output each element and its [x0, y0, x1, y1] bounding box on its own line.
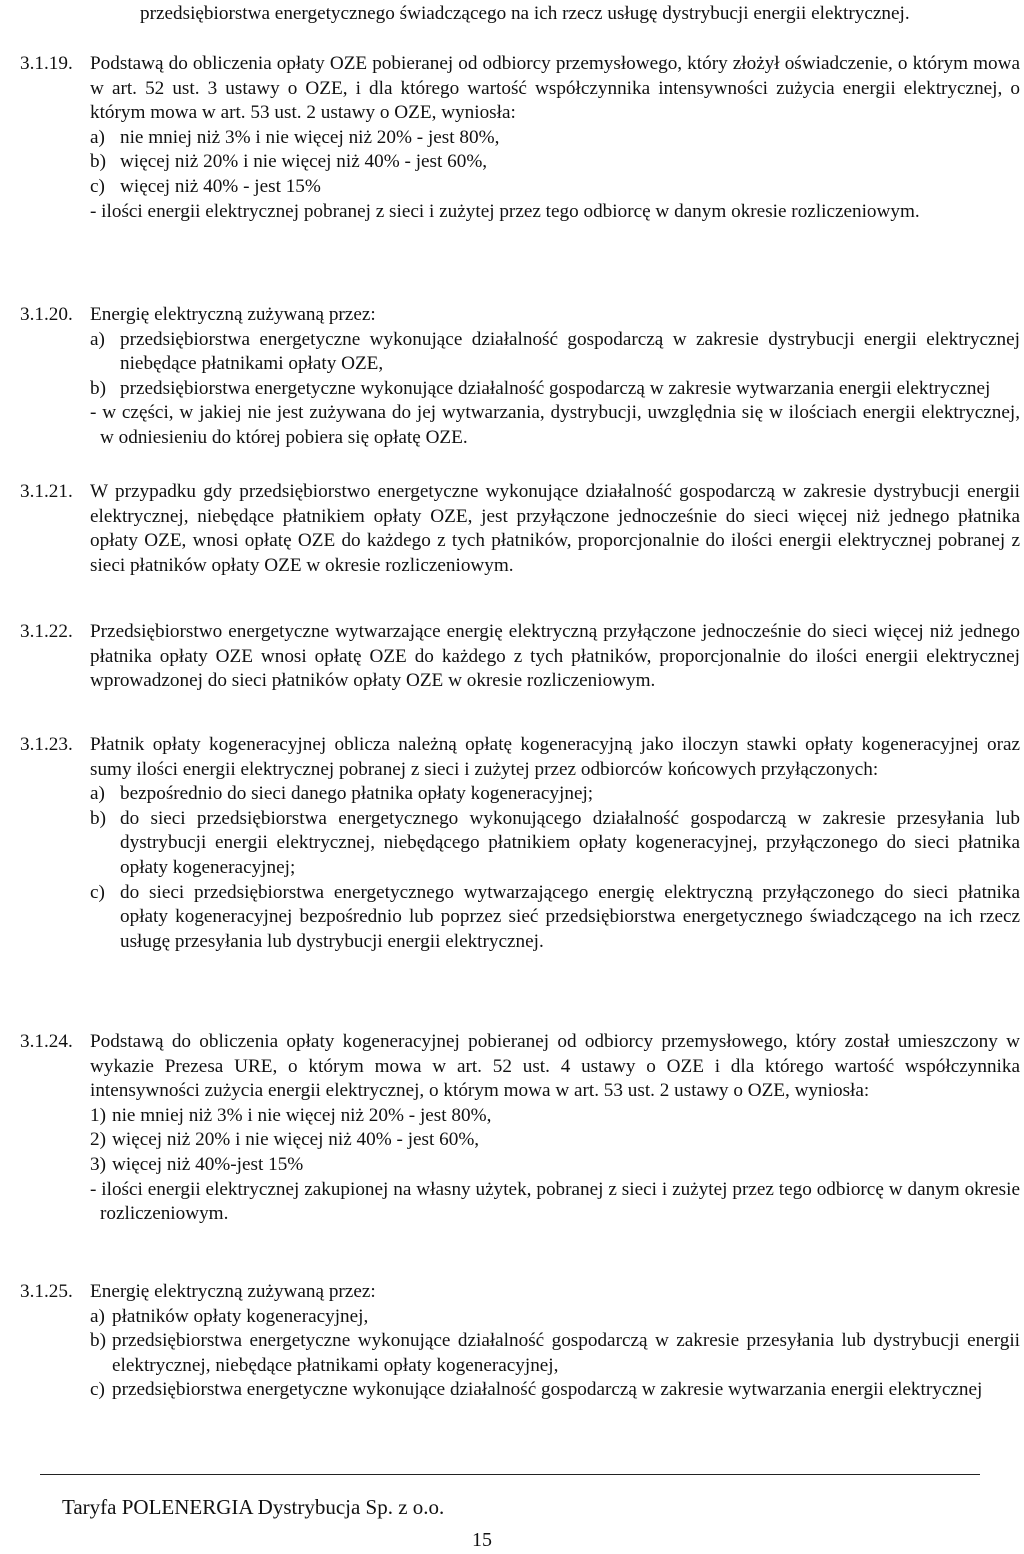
page-number: 15: [472, 1529, 492, 1551]
clause-intro: Podstawą do obliczenia opłaty OZE pobieranej od odbiorcy przemysłowego, który złożył oświadczenie, o którym mowa w art. 52 ust. 3 ustawy o OZE, i dla którego wartość współczynnika intensywności zużycia energii elektrycznej, o którym mowa w art. 53 ust. 2 ustawy o OZE, wyniosła:: [90, 53, 1020, 124]
list-item-label: c): [90, 1379, 105, 1401]
list-item-label: a): [90, 1305, 105, 1327]
list-item: [90, 1153, 1020, 1178]
clause-number: 3.1.19.: [20, 53, 73, 74]
clause-number: 3.1.20.: [20, 304, 73, 325]
clause-3-1-21: [20, 480, 1020, 578]
list-item-text: więcej niż 20% i nie więcej niż 40% - jest 60%,: [112, 1129, 480, 1151]
continuation-paragraph: przedsiębiorstwa energetycznego świadczącego na ich rzecz usługę dystrybucji energii elektrycznej.: [140, 3, 910, 24]
clause-3-1-19: [20, 52, 1020, 224]
list-item-label: a): [90, 328, 105, 350]
list-item-text: więcej niż 20% i nie więcej niż 40% - jest 60%,: [120, 151, 488, 173]
list-item: [90, 377, 1020, 402]
list-item-text: przedsiębiorstwa energetyczne wykonujące działalność gospodarczą w zakresie dystrybucji energii elektrycznej niebędące płatnikami opłaty OZE,: [120, 328, 1020, 375]
list-item: [90, 1128, 1020, 1153]
list-item: [90, 150, 1020, 175]
clause-intro: Energię elektryczną zużywaną przez:: [90, 1281, 376, 1302]
list-item: [90, 175, 1020, 200]
list-item-label: a): [90, 783, 105, 805]
list-item-label: c): [90, 175, 105, 197]
footer-divider: [40, 1474, 980, 1475]
list-item-text: do sieci przedsiębiorstwa energetycznego wytwarzającego energię elektryczną przyłączonego do sieci płatnika opłaty kogeneracyjnej bezpośrednio lub poprzez sieć przedsiębiorstwa energetycznego świadczącego na ich rzecz usługę przesyłania lub dystrybucji energii elektrycznej.: [120, 881, 1020, 952]
list-item-text: więcej niż 40% - jest 15%: [120, 175, 321, 197]
list-item-label: b): [90, 1330, 106, 1352]
list-item: [90, 782, 1020, 807]
clause-tail: - w części, w jakiej nie jest zużywana do jej wytwarzania, dystrybucji, uwzględnia się w ilościach energii elektrycznej, w odniesieniu do której pobiera się opłatę OZE.: [90, 402, 1020, 448]
list-item-text: przedsiębiorstwa energetyczne wykonujące działalność gospodarczą w zakresie wytwarzania energii elektrycznej: [120, 377, 991, 399]
list-item: [90, 328, 1020, 377]
clause-intro: Podstawą do obliczenia opłaty kogeneracyjnej pobieranej od odbiorcy przemysłowego, który został umieszczony w wykazie Prezesa URE, o którym mowa w art. 52 ust. 4 ustawy o OZE i dla którego wartość współczynnika intensywności zużycia energii elektrycznej, o którym mowa w art. 53 ust. 2 ustawy o OZE, wyniosła:: [90, 1031, 1020, 1102]
clause-number: 3.1.22.: [20, 621, 73, 642]
clause-3-1-22: [20, 620, 1020, 694]
list-item-text: bezpośrednio do sieci danego płatnika opłaty kogeneracyjnej;: [120, 783, 594, 805]
clause-3-1-20: [20, 303, 1020, 451]
list-item-label: a): [90, 126, 105, 148]
list-item-text: przedsiębiorstwa energetyczne wykonujące działalność gospodarczą w zakresie przesyłania lub dystrybucji energii elektrycznej, niebędące płatnikami opłaty kogeneracyjnej,: [112, 1330, 1020, 1376]
clause-text: Przedsiębiorstwo energetyczne wytwarzające energię elektryczną przyłączone jednocześnie do sieci więcej niż jednego płatnika opłaty OZE wnosi opłatę OZE do każdego z tych płatników, proporcjonalnie do ilości energii elektrycznej wprowadzonej do sieci płatników opłaty OZE w okresie rozliczeniowym.: [90, 621, 1020, 692]
list-item: [90, 1378, 1020, 1403]
list-item-label: b): [90, 807, 106, 829]
clause-3-1-23: [20, 733, 1020, 954]
list-item-label: 2): [90, 1129, 106, 1151]
list-item: [90, 881, 1020, 955]
clause-text: W przypadku gdy przedsiębiorstwo energetyczne wykonujące działalność gospodarczą w zakresie dystrybucji energii elektrycznej, niebędące płatnikiem opłaty OZE, jest przyłączone jednocześnie do sieci więcej niż jednego płatnika opłaty OZE, wnosi opłatę OZE do każdego z tych płatników, proporcjonalnie do ilości energii elektrycznej pobranej z sieci płatników opłaty OZE w okresie rozliczeniowym.: [90, 481, 1020, 576]
clause-tail: - ilości energii elektrycznej zakupionej na własny użytek, pobranej z sieci i zużytej przez tego odbiorcę w danym okresie rozliczeniowym.: [90, 1178, 1020, 1225]
list-item: [90, 807, 1020, 881]
list-item-text: więcej niż 40%-jest 15%: [112, 1153, 304, 1175]
list-item-label: 3): [90, 1153, 106, 1175]
clause-number: 3.1.23.: [20, 734, 73, 755]
list-item-label: 1): [90, 1104, 106, 1126]
clause-3-1-24: [20, 1030, 1020, 1227]
list-item: [90, 1305, 1020, 1330]
clause-intro: Energię elektryczną zużywaną przez:: [90, 304, 376, 325]
list-item: [90, 126, 1020, 151]
list-item-text: płatników opłaty kogeneracyjnej,: [112, 1305, 369, 1327]
clause-tail: - ilości energii elektrycznej pobranej z sieci i zużytej przez tego odbiorcę w danym okresie rozliczeniowym.: [90, 200, 920, 222]
list-item-text: do sieci przedsiębiorstwa energetycznego wykonującego działalność gospodarczą w zakresie przesyłania lub dystrybucji energii elektrycznej, niebędącego płatnikiem opłaty kogeneracyjnej, przyłączonego do sieci płatnika opłaty kogeneracyjnej;: [120, 807, 1020, 878]
list-item-label: b): [90, 151, 106, 173]
list-item-label: b): [90, 377, 106, 399]
footer-text: Taryfa POLENERGIA Dystrybucja Sp. z o.o.: [62, 1495, 445, 1519]
list-item-text: nie mniej niż 3% i nie więcej niż 20% - jest 80%,: [120, 126, 500, 148]
clause-number: 3.1.25.: [20, 1281, 73, 1302]
clause-number: 3.1.21.: [20, 481, 73, 502]
clause-intro: Płatnik opłaty kogeneracyjnej oblicza należną opłatę kogeneracyjną jako iloczyn stawki opłaty kogeneracyjnej oraz sumy ilości energii elektrycznej pobranej z sieci i zużytej przez odbiorców końcowych przyłączonych:: [90, 734, 1020, 780]
list-item: [90, 1329, 1020, 1378]
list-item-label: c): [90, 881, 105, 903]
clause-number: 3.1.24.: [20, 1031, 73, 1052]
list-item: [90, 1104, 1020, 1129]
list-item-text: przedsiębiorstwa energetyczne wykonujące działalność gospodarczą w zakresie wytwarzania energii elektrycznej: [112, 1379, 983, 1401]
list-item-text: nie mniej niż 3% i nie więcej niż 20% - jest 80%,: [112, 1104, 492, 1126]
clause-3-1-25: [20, 1280, 1020, 1403]
